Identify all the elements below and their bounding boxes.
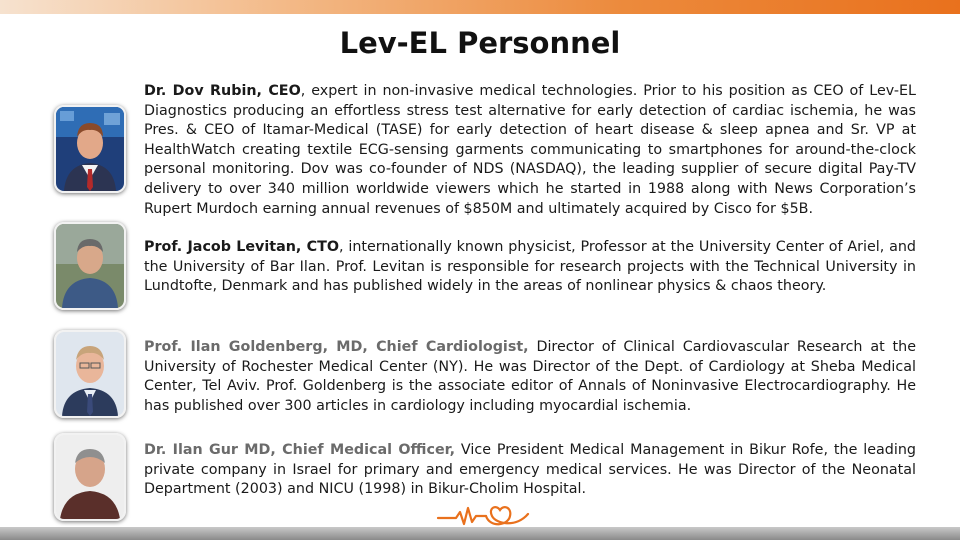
bio-dov-rubin [144,82,916,219]
page-title: Lev-EL Personnel [339,26,621,60]
person-bio: , expert in non-invasive medical technologies. Prior to his position as CEO of Lev-EL Diagnostics producing an effortless stress test alternative for early detection of cardiac ischemia, he was Pres. & CEO of Itamar-Medical (TASE) for early detection of heart disease & sleep apnea and Sr. VP at HealthWatch creating textile ECG-sensing garments communicating to smartphones for around-the-clock personal monitoring. Dov was co-founder of NDS (NASDAQ), the leading supplier of secure digital Pay-TV delivery to over 340 million worldwide viewers which he started in 1988 along with News Corporation’s Rupert Murdoch earning annual revenues of $850M and ultimately acquired by Cisco for $5B. [144,83,916,217]
bio-ilan-gur [144,441,916,500]
top-accent-bar [0,0,960,14]
portrait-photo-ilan-gur [54,433,126,521]
person-bio: Vice President Medical Management in Bikur Rofe, the leading private company in Israel for primary and emergency medical services. He was Director of the Neonatal Department (2003) and NICU (1998) in Bikur-Cholim Hospital. [144,442,916,498]
bio-jacob-levitan [144,238,916,297]
person-name: Dr. Ilan Gur MD, Chief Medical Officer, [144,442,456,458]
bio-ilan-goldenberg [144,338,916,416]
bottom-accent-bar [0,527,960,540]
portrait-photo-dov-rubin [54,105,126,193]
portrait-photo-jacob-levitan [54,222,126,310]
person-name: Prof. Jacob Levitan, CTO [144,239,339,255]
heartbeat-heart-logo [436,500,532,530]
person-name: Prof. Ilan Goldenberg, MD, Chief Cardiologist, [144,339,529,355]
person-bio: , internationally known physicist, Professor at the University Center of Ariel, and the University of Bar Ilan. Prof. Levitan is responsible for research projects with the Technical University in Lundtofte, Denmark and has published widely in the areas of nonlinear physics & chaos theory. [144,239,917,295]
portrait-photo-ilan-goldenberg [54,330,126,418]
person-name: Dr. Dov Rubin, CEO [144,83,301,99]
person-bio: Director of Clinical Cardiovascular Research at the University of Rochester Medical Center (NY). He was Director of the Dept. of Cardiology at Sheba Medical Center, Tel Aviv. Prof. Goldenberg is the associate editor of Annals of Noninvasive Electrocardiography. He has published over 300 articles in cardiology including myocardial ischemia. [144,339,916,414]
